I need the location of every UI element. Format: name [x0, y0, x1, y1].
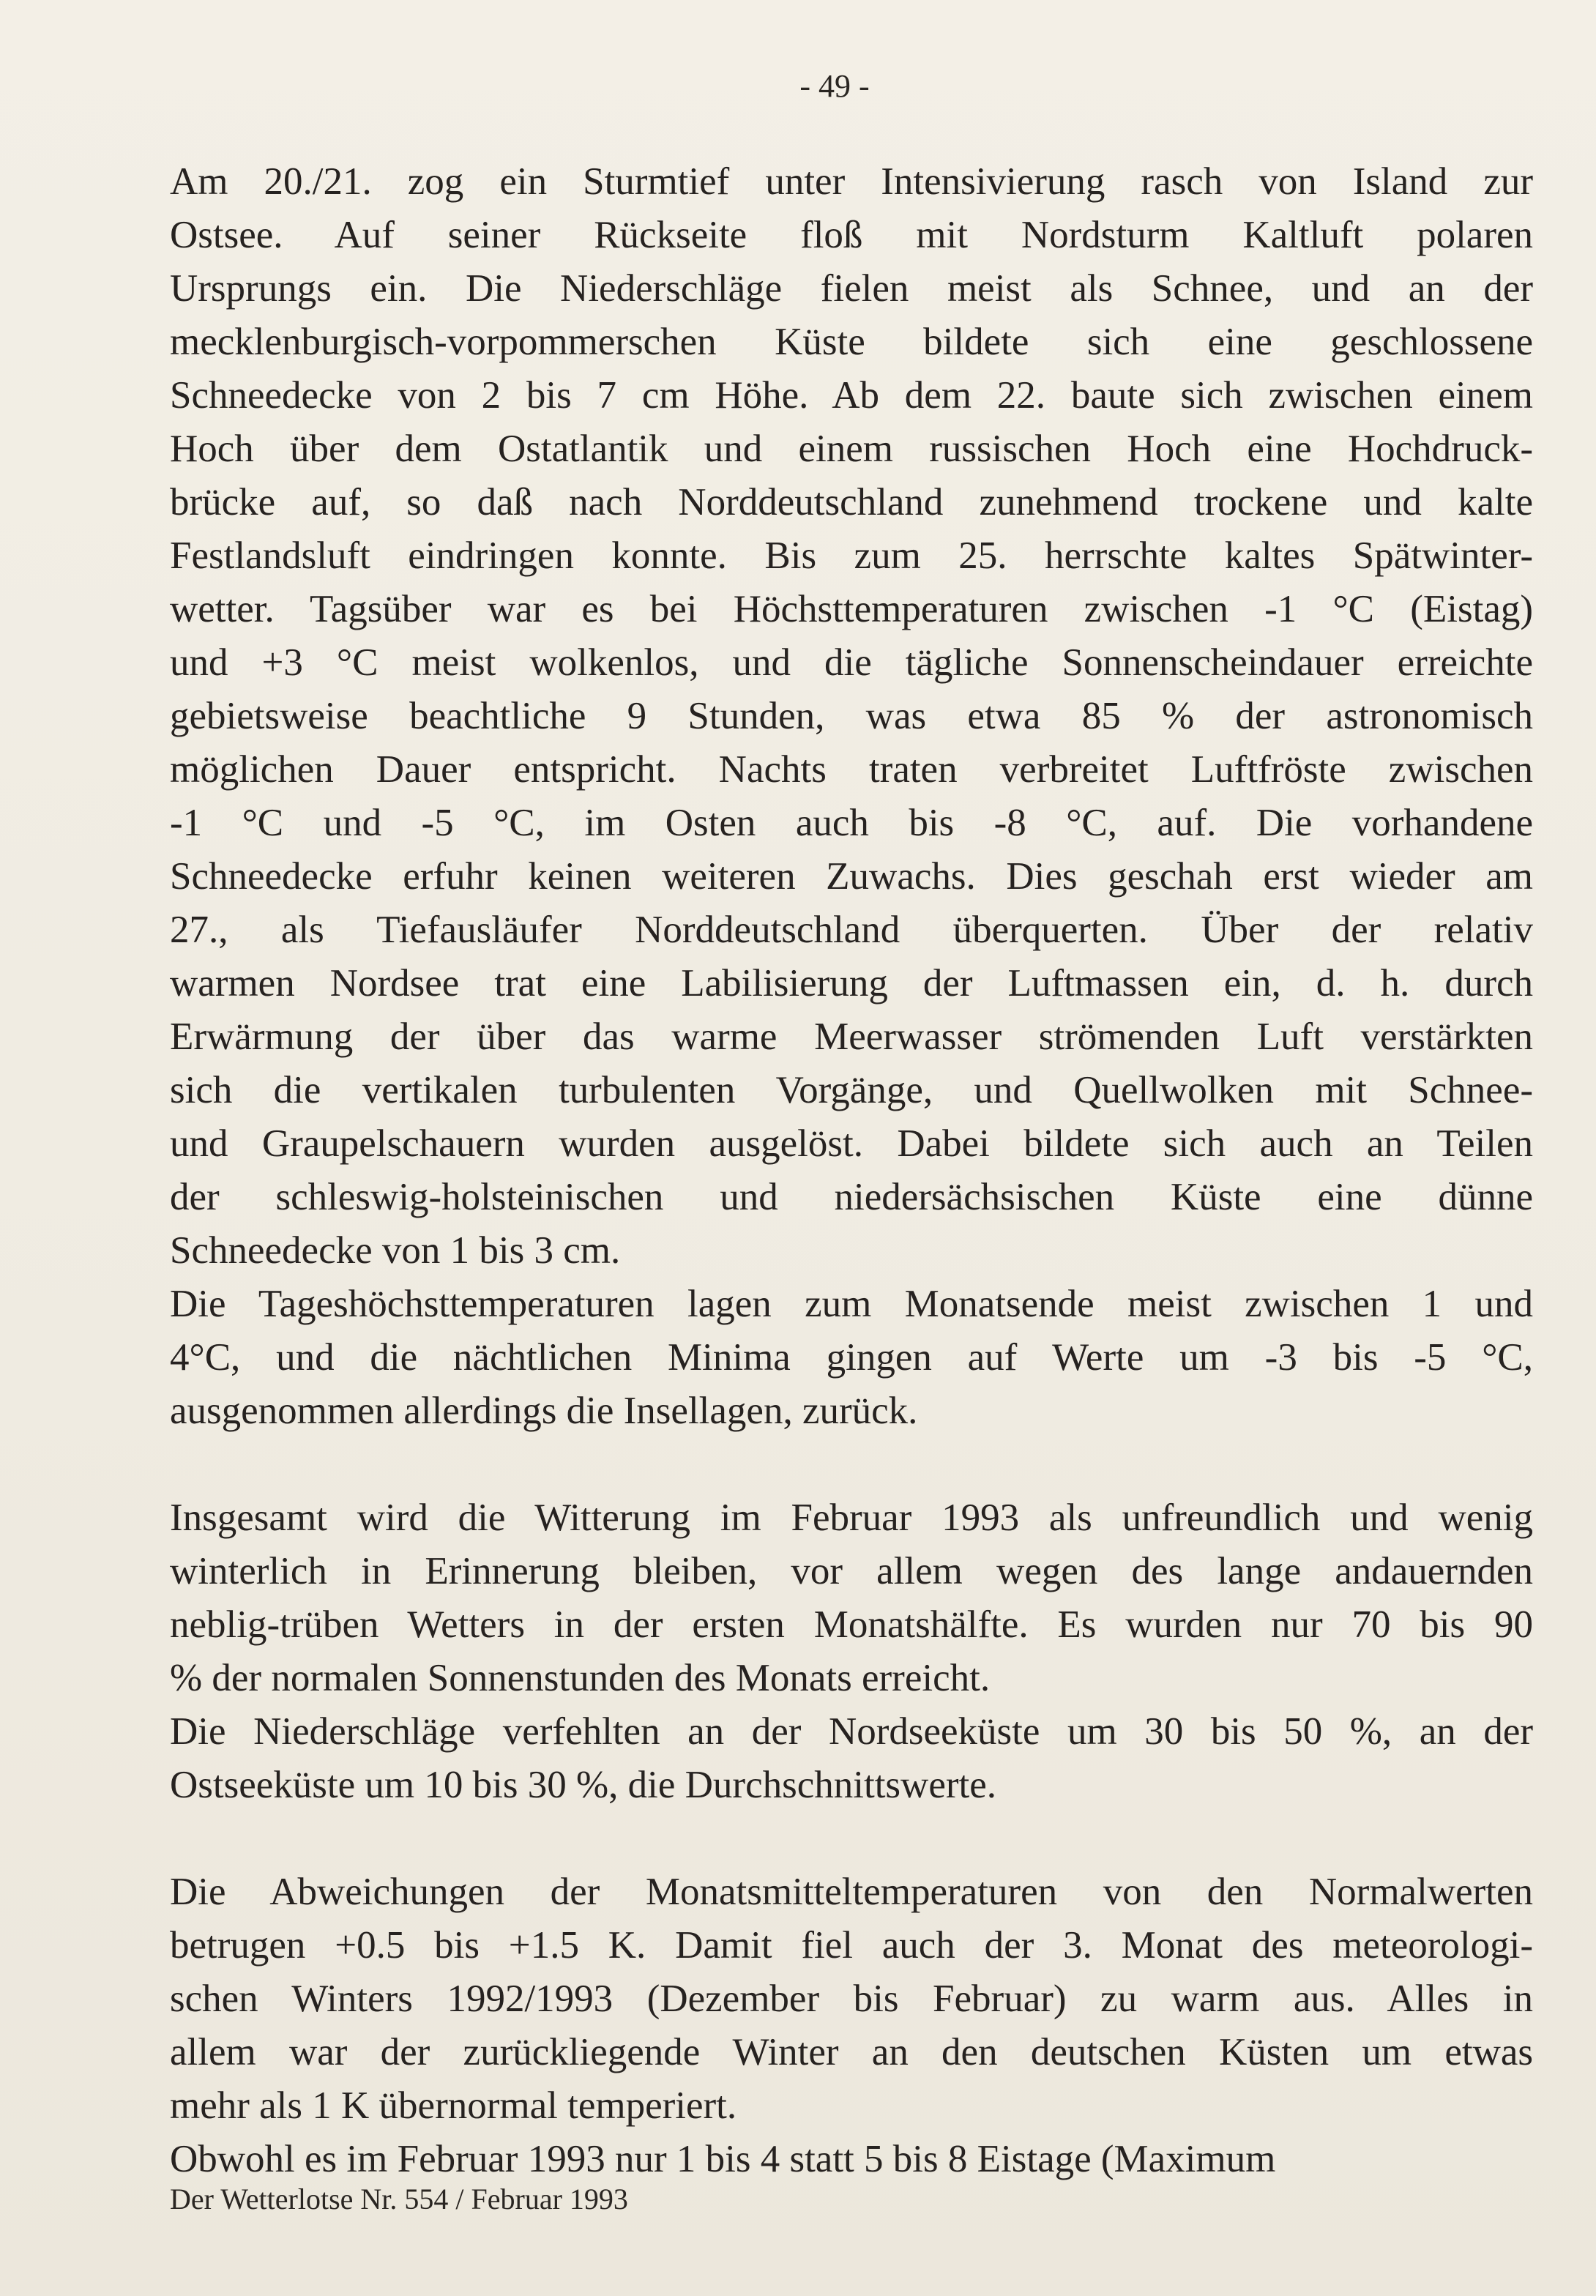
paragraph [170, 1865, 1533, 2133]
text-line: Hoch über dem Ostatlantik und einem russischen Hoch eine Hochdruck- [170, 428, 1533, 470]
text-line: Schneedecke von 1 bis 3 cm. [170, 1229, 621, 1272]
paragraph [170, 1491, 1533, 1705]
text-line: Die Abweichungen der Monatsmitteltemperaturen von den Normalwerten [170, 1871, 1533, 1913]
text-line: neblig-trüben Wetters in der ersten Monatshälfte. Es wurden nur 70 bis 90 [170, 1603, 1533, 1646]
text-line: -1 °C und -5 °C, im Osten auch bis -8 °C, auf. Die vorhandene [170, 802, 1533, 844]
text-line: Insgesamt wird die Witterung im Februar 1993 als unfreundlich und wenig [170, 1496, 1533, 1539]
text-line: Schneedecke von 2 bis 7 cm Höhe. Ab dem 22. baute sich zwischen einem [170, 374, 1533, 417]
text-line: Festlandsluft eindringen konnte. Bis zum 25. herrschte kaltes Spätwinter- [170, 534, 1533, 577]
text-line: ausgenommen allerdings die Insellagen, zurück. [170, 1390, 918, 1432]
paragraph-gap [170, 1438, 1533, 1491]
text-line: betrugen +0.5 bis +1.5 K. Damit fiel auch der 3. Monat des meteorologi- [170, 1924, 1533, 1967]
body-text [170, 155, 1533, 2186]
paragraph [170, 155, 1533, 1278]
text-line: mecklenburgisch-vorpommerschen Küste bildete sich eine geschlossene [170, 321, 1533, 363]
text-line: Ostseeküste um 10 bis 30 %, die Durchschnittswerte. [170, 1764, 996, 1806]
text-line: möglichen Dauer entspricht. Nachts traten verbreitet Luftfröste zwischen [170, 748, 1533, 791]
text-line: 27., als Tiefausläufer Norddeutschland überquerten. Über der relativ [170, 909, 1533, 951]
text-line: brücke auf, so daß nach Norddeutschland zunehmend trockene und kalte [170, 481, 1533, 523]
text-line: Die Niederschläge verfehlten an der Nordseeküste um 30 bis 50 %, an der [170, 1710, 1533, 1753]
text-line: allem war der zurückliegende Winter an den deutschen Küsten um etwas [170, 2031, 1533, 2073]
text-line: der schleswig-holsteinischen und niedersächsischen Küste eine dünne [170, 1176, 1533, 1218]
text-line: und +3 °C meist wolkenlos, und die tägliche Sonnenscheindauer erreichte [170, 641, 1533, 684]
text-line: und Graupelschauern wurden ausgelöst. Dabei bildete sich auch an Teilen [170, 1122, 1533, 1165]
text-line: Am 20./21. zog ein Sturmtief unter Intensivierung rasch von Island zur [170, 160, 1533, 203]
text-line: wetter. Tagsüber war es bei Höchsttemperaturen zwischen -1 °C (Eistag) [170, 588, 1533, 630]
text-line: 4°C, und die nächtlichen Minima gingen auf Werte um -3 bis -5 °C, [170, 1336, 1533, 1379]
text-line: warmen Nordsee trat eine Labilisierung der Luftmassen ein, d. h. durch [170, 962, 1533, 1004]
text-line: winterlich in Erinnerung bleiben, vor allem wegen des lange andauernden [170, 1550, 1533, 1592]
text-line: Obwohl es im Februar 1993 nur 1 bis 4 statt 5 bis 8 Eistage (Maximum [170, 2138, 1276, 2180]
paragraph [170, 1278, 1533, 1438]
page-number: - 49 - [799, 68, 870, 104]
text-line: Die Tageshöchsttemperaturen lagen zum Monatsende meist zwischen 1 und [170, 1283, 1533, 1325]
text-line: sich die vertikalen turbulenten Vorgänge, und Quellwolken mit Schnee- [170, 1069, 1533, 1111]
text-line: Erwärmung der über das warme Meerwasser strömenden Luft verstärkten [170, 1015, 1533, 1058]
text-line: Ursprungs ein. Die Niederschläge fielen meist als Schnee, und an der [170, 267, 1533, 310]
paragraph [170, 2133, 1533, 2186]
footer-citation: Der Wetterlotse Nr. 554 / Februar 1993 [170, 2183, 628, 2215]
text-line: mehr als 1 K übernormal temperiert. [170, 2084, 737, 2127]
text-line: Ostsee. Auf seiner Rückseite floß mit Nordsturm Kaltluft polaren [170, 214, 1533, 256]
text-line: schen Winters 1992/1993 (Dezember bis Februar) zu warm aus. Alles in [170, 1978, 1533, 2020]
text-line: Schneedecke erfuhr keinen weiteren Zuwachs. Dies geschah erst wieder am [170, 855, 1533, 898]
paragraph-gap [170, 1812, 1533, 1865]
paragraph [170, 1705, 1533, 1812]
text-line: gebietsweise beachtliche 9 Stunden, was etwa 85 % der astronomisch [170, 695, 1533, 737]
text-line: % der normalen Sonnenstunden des Monats erreicht. [170, 1657, 991, 1699]
